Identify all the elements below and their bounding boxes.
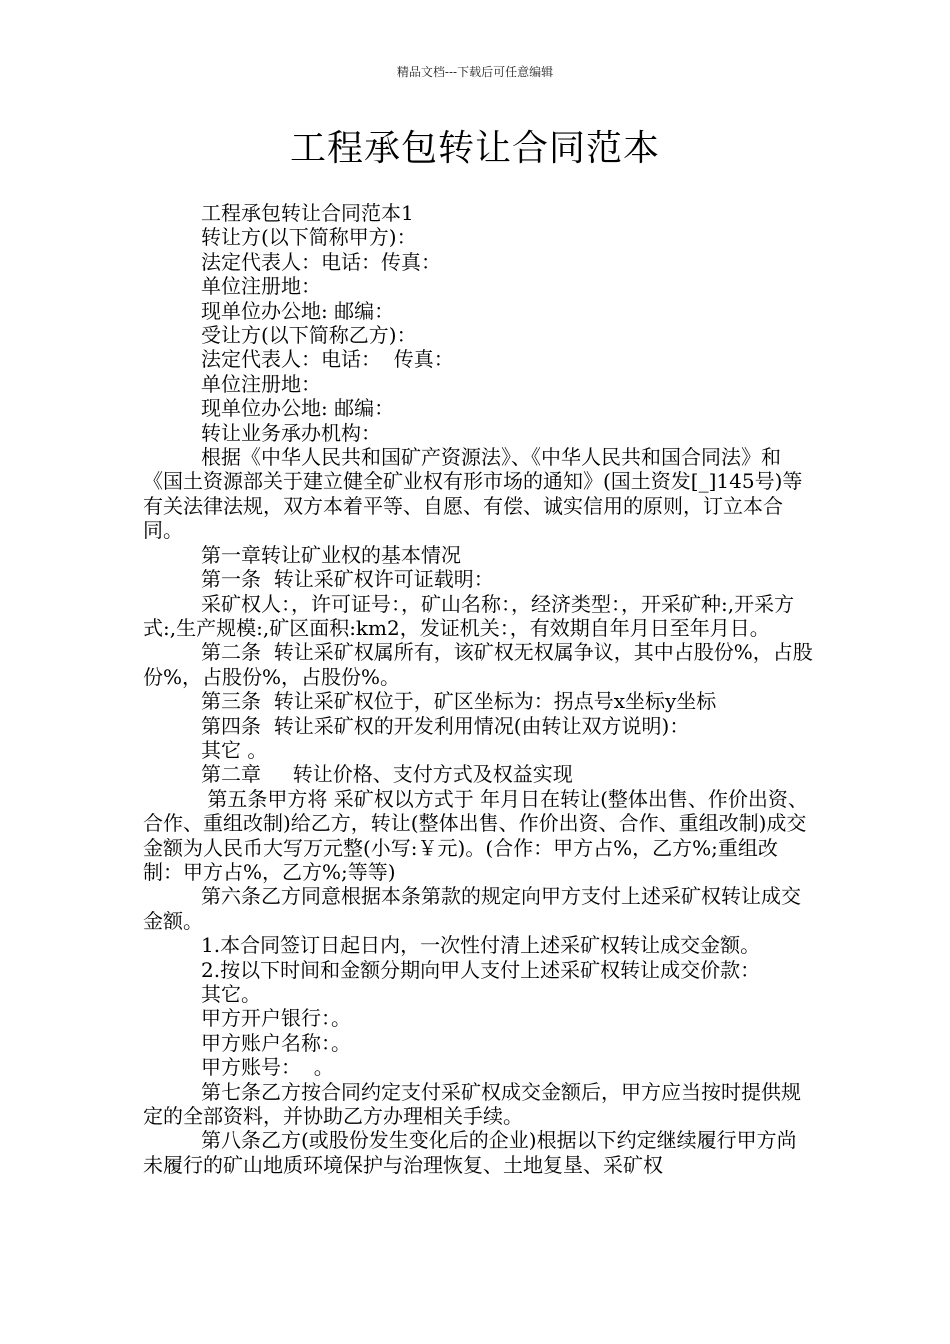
paragraph-account-number: 甲方账号： 。 <box>201 1055 334 1080</box>
paragraph-account-name: 甲方账户名称：。 <box>201 1030 351 1055</box>
paragraph-transferor-registered-address: 单位注册地： <box>201 274 321 299</box>
paragraph-article-1: 第一条 转让采矿权许可证载明： <box>201 567 494 592</box>
paragraph-transferee-registered-address: 单位注册地： <box>201 371 321 396</box>
paragraph-payment-option-2: 2.按以下时间和金额分期向甲人支付上述采矿权转让成交价款： <box>201 957 761 982</box>
paragraph-bank: 甲方开户银行：。 <box>201 1006 351 1031</box>
paragraph-article-2: 第二条 转让采矿权属所有，该矿权无权属争议，其中占股份%，占股份%，占股份%，占股份%。 <box>143 640 813 689</box>
paragraph-article-6: 第六条乙方同意根据本条第款的规定向甲方支付上述采矿权转让成交金额。 <box>143 884 801 933</box>
paragraph-article-5: 第五条甲方将 采矿权以方式于 年月日在转让(整体出售、作价出资、合作、重组改制)给乙方，转让(整体出售、作价出资、合作、重组改制)成交金额为人民币大写万元整(小写:￥元)。(合作：甲方占%，乙方%;重组改制：甲方占%，乙方%;等等) <box>143 786 808 884</box>
paragraph-other-1: 其它 。 <box>201 737 268 762</box>
paragraph-legal-basis: 根据《中华人民共和国矿产资源法》、《中华人民共和国合同法》和《国土资源部关于建立健全矿业权有形市场的通知》(国土资发[_]145号)等有关法律法规，双方本着平等、自愿、有偿、诚实信用的原则，订立本合同。 <box>143 445 803 543</box>
paragraph-article-7: 第七条乙方按合同约定支付采矿权成交金额后，甲方应当按时提供规定的全部资料，并协助乙方办理相关手续。 <box>143 1079 801 1129</box>
page-header-note: 精品文档---下载后可任意编辑 <box>396 65 554 79</box>
paragraph-contract-name: 工程承包转让合同范本1 <box>201 201 414 225</box>
paragraph-chapter-2-heading: 第二章 转让价格、支付方式及权益实现 <box>201 762 573 787</box>
paragraph-transferee: 受让方(以下简称乙方)： <box>201 323 417 348</box>
paragraph-chapter-1-heading: 第一章转让矿业权的基本情况 <box>201 542 461 567</box>
paragraph-transferor: 转让方(以下简称甲方)： <box>201 225 417 250</box>
paragraph-article-4: 第四条 转让采矿权的开发利用情况(由转让双方说明)： <box>201 713 690 738</box>
paragraph-other-2: 其它。 <box>201 982 261 1006</box>
paragraph-transferor-office-address: 现单位办公地: 邮编： <box>201 298 395 323</box>
document-body <box>143 201 813 1177</box>
paragraph-transferee-representative: 法定代表人：电话： 传真： <box>201 347 454 372</box>
paragraph-payment-option-1: 1.本合同签订日起日内，一次性付清上述采矿权转让成交金额。 <box>201 933 761 958</box>
paragraph-article-8: 第八条乙方(或股份发生变化后的企业)根据以下约定继续履行甲方尚未履行的矿山地质环境保护与治理恢复、土地复垦、采矿权 <box>143 1128 797 1177</box>
paragraph-transferee-office-address: 现单位办公地: 邮编： <box>201 396 395 421</box>
paragraph-agency: 转让业务承办机构： <box>201 420 381 445</box>
document-title: 工程承包转让合同范本 <box>289 128 660 169</box>
paragraph-transferor-representative: 法定代表人：电话：传真： <box>201 249 441 274</box>
paragraph-mining-right-details: 采矿权人：，许可证号：，矿山名称：，经济类型：，开采矿种:,开采方式:,生产规模:,矿区面积:km2，发证机关：，有效期自年月日至年月日。 <box>143 591 795 640</box>
paragraph-article-3: 第三条 转让采矿权位于，矿区坐标为：拐点号x坐标y坐标 <box>201 689 717 714</box>
